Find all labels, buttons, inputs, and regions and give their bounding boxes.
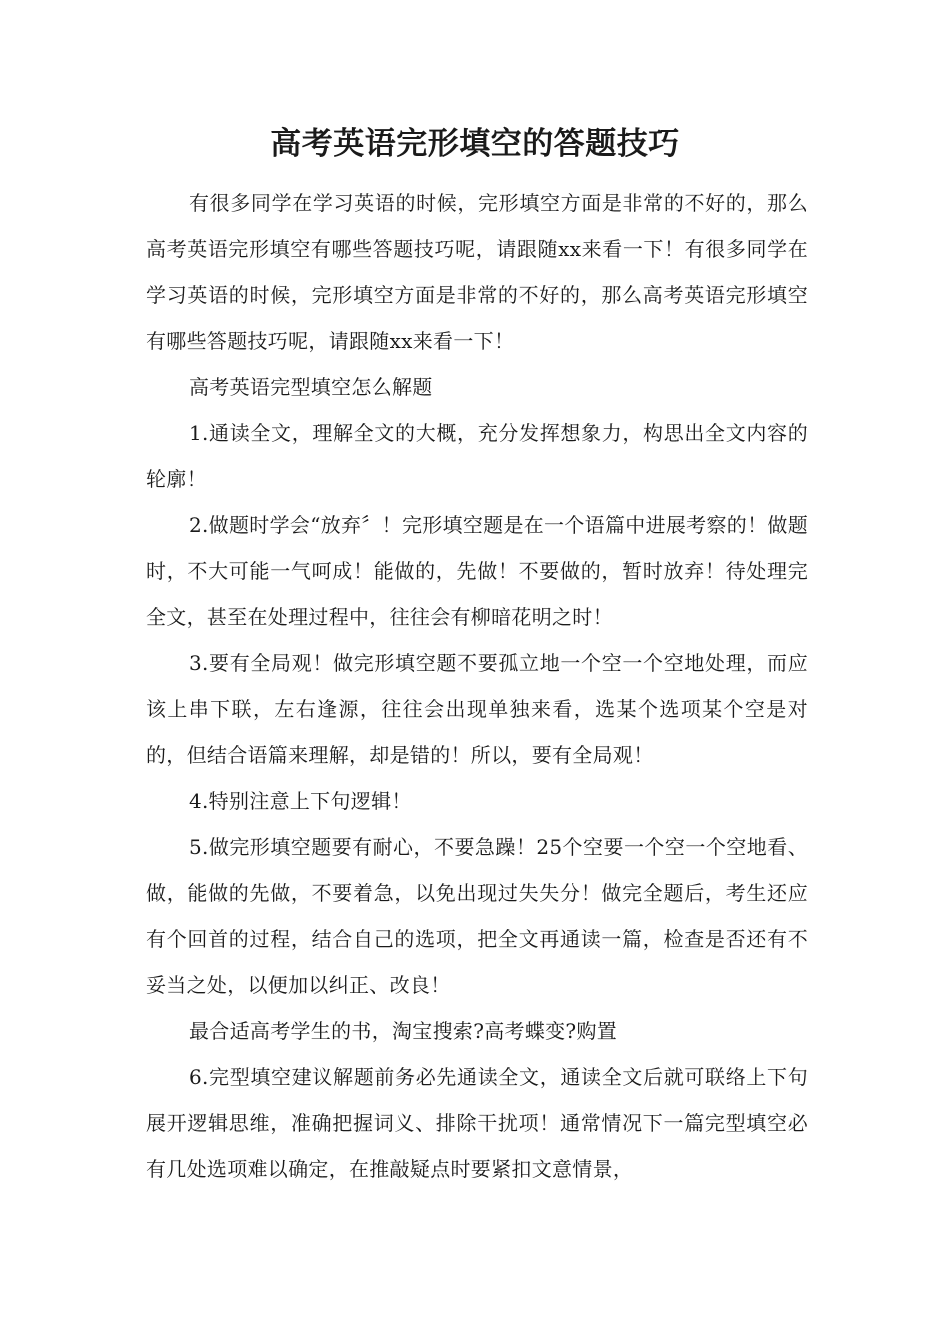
tip-1-paragraph: 1.通读全文，理解全文的大概，充分发挥想象力，构思出全文内容的轮廓！ bbox=[146, 421, 808, 491]
document-title: 高考英语完形填空的答题技巧 bbox=[270, 126, 680, 162]
tip-4-paragraph: 4.特别注意上下句逻辑！ bbox=[189, 789, 412, 813]
tip-6-paragraph: 6.完型填空建议解题前务必先通读全文，通读全文后就可联络上下句展开逻辑思维，准确把握词义、排除干扰项！通常情况下一篇完型填空必有几处选项难以确定，在推敲疑点时要紧扣文意情景， bbox=[146, 1065, 808, 1181]
intro-paragraph: 有很多同学在学习英语的时候，完形填空方面是非常的不好的，那么高考英语完形填空有哪些答题技巧呢，请跟随xx来看一下！有很多同学在学习英语的时候，完形填空方面是非常的不好的，那么高考英语完形填空有哪些答题技巧呢，请跟随xx来看一下！ bbox=[146, 191, 808, 353]
section-heading: 高考英语完型填空怎么解题 bbox=[189, 375, 433, 399]
tip-5-paragraph: 5.做完形填空题要有耐心，不要急躁！25个空要一个空一个空地看、做，能做的先做，不要着急，以免出现过失失分！做完全题后，考生还应有个回首的过程，结合自己的选项，把全文再通读一篇，检查是否还有不妥当之处，以便加以纠正、改良！ bbox=[146, 835, 808, 997]
book-ad-paragraph: 最合适高考学生的书，淘宝搜索?高考蝶变?购置 bbox=[189, 1019, 618, 1043]
tip-3-paragraph: 3.要有全局观！做完形填空题不要孤立地一个空一个空地处理，而应该上串下联，左右逢源，往往会出现单独来看，选某个选项某个空是对的，但结合语篇来理解，却是错的！所以，要有全局观！ bbox=[146, 651, 808, 767]
document-body bbox=[146, 180, 808, 1192]
tip-2-paragraph: 2.做题时学会“放弃〞！完形填空题是在一个语篇中进展考察的！做题时，不大可能一气呵成！能做的，先做！不要做的，暂时放弃！待处理完全文，甚至在处理过程中，往往会有柳暗花明之时！ bbox=[146, 513, 808, 629]
